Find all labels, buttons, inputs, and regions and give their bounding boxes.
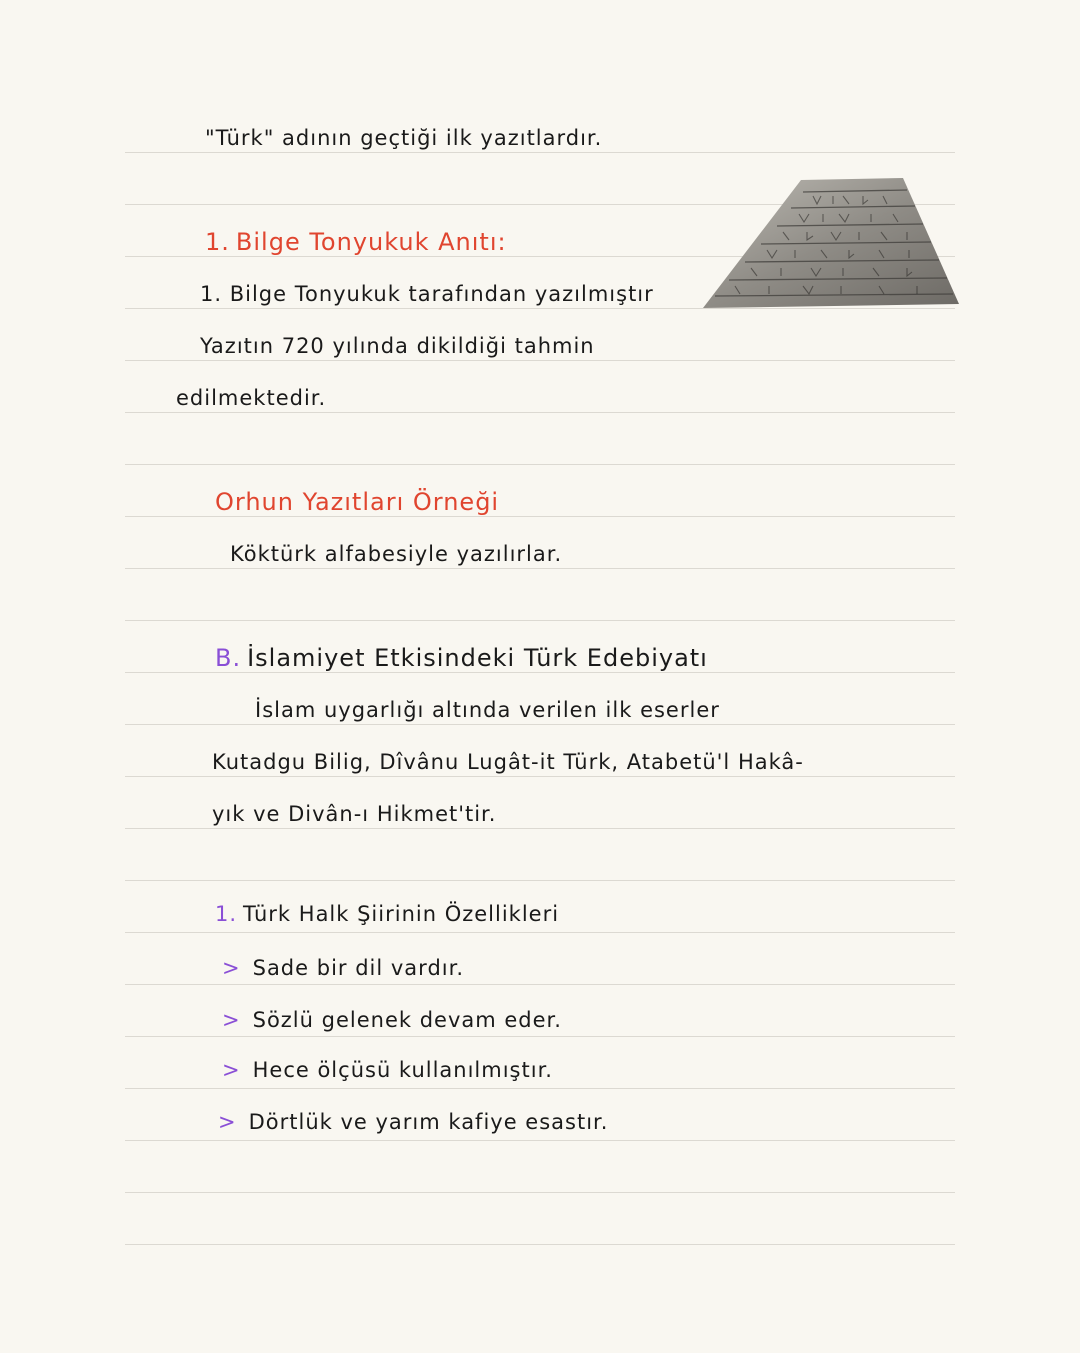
stone-inscription-photo: [703, 178, 959, 310]
bullet-item: [222, 1008, 562, 1032]
ruled-line: [125, 1244, 955, 1245]
ruled-line: [125, 620, 955, 621]
heading-number: 1.: [205, 228, 230, 256]
ruled-line: [125, 776, 955, 777]
ruled-line: [125, 932, 955, 933]
text-line: 1. Bilge Tonyukuk tarafından yazılmıştır: [200, 282, 654, 306]
heading-text: İslamiyet Etkisindeki Türk Edebiyatı: [247, 644, 708, 672]
bullet-text: Hece ölçüsü kullanılmıştır.: [252, 1058, 553, 1082]
heading-halk-siiri: [215, 902, 559, 926]
bullet-text: Sözlü gelenek devam eder.: [252, 1008, 562, 1032]
chevron-right-icon: >: [222, 956, 241, 980]
heading-letter: B.: [215, 644, 242, 672]
ruled-line: [125, 412, 955, 413]
ruled-line: [125, 568, 955, 569]
heading-islamiyet: [215, 644, 708, 672]
ruled-line: [125, 1088, 955, 1089]
text-line: yık ve Divân-ı Hikmet'tir.: [212, 802, 497, 826]
bullet-text: Dörtlük ve yarım kafiye esastır.: [248, 1110, 609, 1134]
bullet-text: Sade bir dil vardır.: [252, 956, 464, 980]
text-line: İslam uygarlığı altında verilen ilk eserler: [255, 698, 720, 722]
heading-number: 1.: [215, 902, 238, 926]
ruled-line: [125, 672, 955, 673]
ruled-line: [125, 1140, 955, 1141]
heading-text: Türk Halk Şiirinin Özellikleri: [243, 902, 560, 926]
text-line: edilmektedir.: [176, 386, 327, 410]
chevron-right-icon: >: [218, 1110, 237, 1134]
bullet-item: [218, 1110, 608, 1134]
ruled-line: [125, 828, 955, 829]
ruled-line: [125, 152, 955, 153]
text-line: Köktürk alfabesiyle yazılırlar.: [230, 542, 563, 566]
ruled-line: [125, 880, 955, 881]
heading-orhun: Orhun Yazıtları Örneği: [215, 488, 500, 516]
ruled-line: [125, 464, 955, 465]
ruled-line: [125, 516, 955, 517]
bullet-item: [222, 956, 464, 980]
chevron-right-icon: >: [222, 1008, 241, 1032]
heading-text: Bilge Tonyukuk Anıtı:: [235, 228, 507, 256]
chevron-right-icon: >: [222, 1058, 241, 1082]
heading-bilge-tonyukuk: [205, 228, 507, 256]
bullet-item: [222, 1058, 553, 1082]
ruled-line: [125, 1036, 955, 1037]
ruled-line: [125, 1192, 955, 1193]
ruled-line: [125, 984, 955, 985]
intro-line: "Türk" adının geçtiği ilk yazıtlardır.: [205, 126, 603, 150]
text-line: Yazıtın 720 yılında dikildiği tahmin: [200, 334, 595, 358]
ruled-line: [125, 360, 955, 361]
ruled-line: [125, 724, 955, 725]
text-line: Kutadgu Bilig, Dîvânu Lugât-it Türk, Atabetü'l Hakâ-: [212, 750, 804, 774]
